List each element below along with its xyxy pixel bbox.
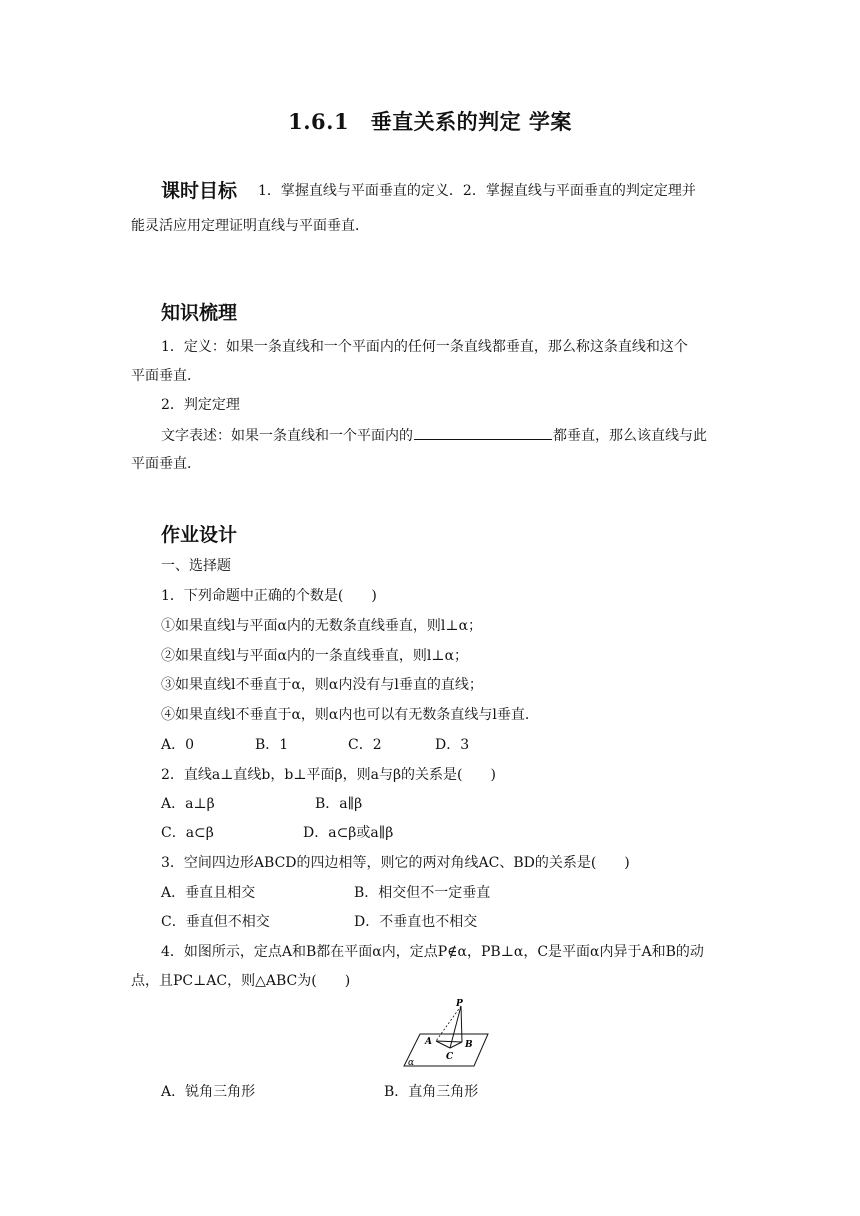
q2-option-a: A．a⊥β bbox=[161, 796, 215, 812]
label-b: B bbox=[465, 1040, 473, 1050]
knowledge-heading: 知识梳理 bbox=[161, 302, 238, 324]
segment-pb bbox=[461, 1006, 462, 1042]
q4-option-a: A．锐角三角形 bbox=[161, 1084, 256, 1100]
segment-pa bbox=[436, 1006, 461, 1041]
q1-statement-3: ③如果直线l不垂直于α，则α内没有与l垂直的直线； bbox=[161, 677, 483, 693]
objectives-heading: 课时目标 bbox=[161, 180, 238, 202]
theorem-text-line2: 平面垂直． bbox=[131, 456, 201, 472]
q1-option-b: B．1 bbox=[255, 737, 289, 753]
homework-heading: 作业设计 bbox=[161, 524, 238, 546]
q1-option-c: C．2 bbox=[348, 737, 382, 753]
definition-line1: 1．定义：如果一条直线和一个平面内的任何一条直线都垂直，那么称这条直线和这个 bbox=[161, 339, 688, 355]
label-a: A bbox=[425, 1037, 432, 1047]
q1-statement-1: ①如果直线l与平面α内的无数条直线垂直，则l⊥α； bbox=[161, 618, 483, 634]
q3-option-c: C．垂直但不相交 bbox=[161, 914, 270, 930]
theorem-text-after-blank: 都垂直，那么该直线与此 bbox=[553, 428, 707, 444]
label-plane-alpha: α bbox=[408, 1058, 415, 1068]
q4-option-b: B．直角三角形 bbox=[384, 1084, 479, 1100]
part-label: 一、选择题 bbox=[161, 558, 231, 574]
fill-in-blank bbox=[414, 425, 552, 440]
theorem-text-before-blank: 文字表述：如果一条直线和一个平面内的 bbox=[161, 428, 413, 444]
q1-statement-2: ②如果直线l与平面α内的一条直线垂直，则l⊥α； bbox=[161, 648, 469, 664]
q3-option-a: A．垂直且相交 bbox=[161, 885, 256, 901]
q1-stem: 1．下列命题中正确的个数是( ) bbox=[161, 588, 377, 604]
definition-line2: 平面垂直． bbox=[131, 368, 201, 384]
q4-stem-line1: 4．如图所示，定点A和B都在平面α内，定点P∉α，PB⊥α，C是平面α内异于A和B的动 bbox=[161, 944, 704, 960]
page-title: 1.6.1 垂直关系的判定 学案 bbox=[288, 109, 572, 134]
q3-option-d: D．不垂直也不相交 bbox=[354, 914, 478, 930]
q3-stem: 3．空间四边形ABCD的四边相等，则它的两对角线AC、BD的关系是( ) bbox=[161, 855, 630, 871]
theorem-text-line1 bbox=[161, 425, 707, 446]
theorem-label: 2．判定定理 bbox=[161, 397, 240, 413]
q2-stem: 2．直线a⊥直线b，b⊥平面β，则a与β的关系是( ) bbox=[161, 767, 496, 783]
label-p: P bbox=[456, 999, 463, 1009]
q1-option-d: D．3 bbox=[435, 737, 470, 753]
q4-stem-line2: 点，且PC⊥AC，则△ABC为( ) bbox=[131, 973, 351, 989]
q1-option-a: A．0 bbox=[161, 737, 195, 753]
q2-option-b: B．a∥β bbox=[315, 796, 363, 812]
objectives-text-line2: 能灵活应用定理证明直线与平面垂直． bbox=[131, 218, 369, 234]
objectives-text-line1: 1．掌握直线与平面垂直的定义．2．掌握直线与平面垂直的判定定理并 bbox=[258, 183, 696, 199]
q3-option-b: B．相交但不一定垂直 bbox=[354, 885, 491, 901]
segment-ac bbox=[436, 1041, 450, 1048]
q2-option-c: C．a⊂β bbox=[161, 825, 214, 841]
q1-statement-4: ④如果直线l不垂直于α，则α内也可以有无数条直线与l垂直． bbox=[161, 707, 539, 723]
segment-ab bbox=[436, 1041, 462, 1042]
label-c: C bbox=[446, 1052, 454, 1062]
q4-figure bbox=[398, 996, 492, 1068]
q2-option-d: D．a⊂β或a∥β bbox=[303, 825, 394, 841]
